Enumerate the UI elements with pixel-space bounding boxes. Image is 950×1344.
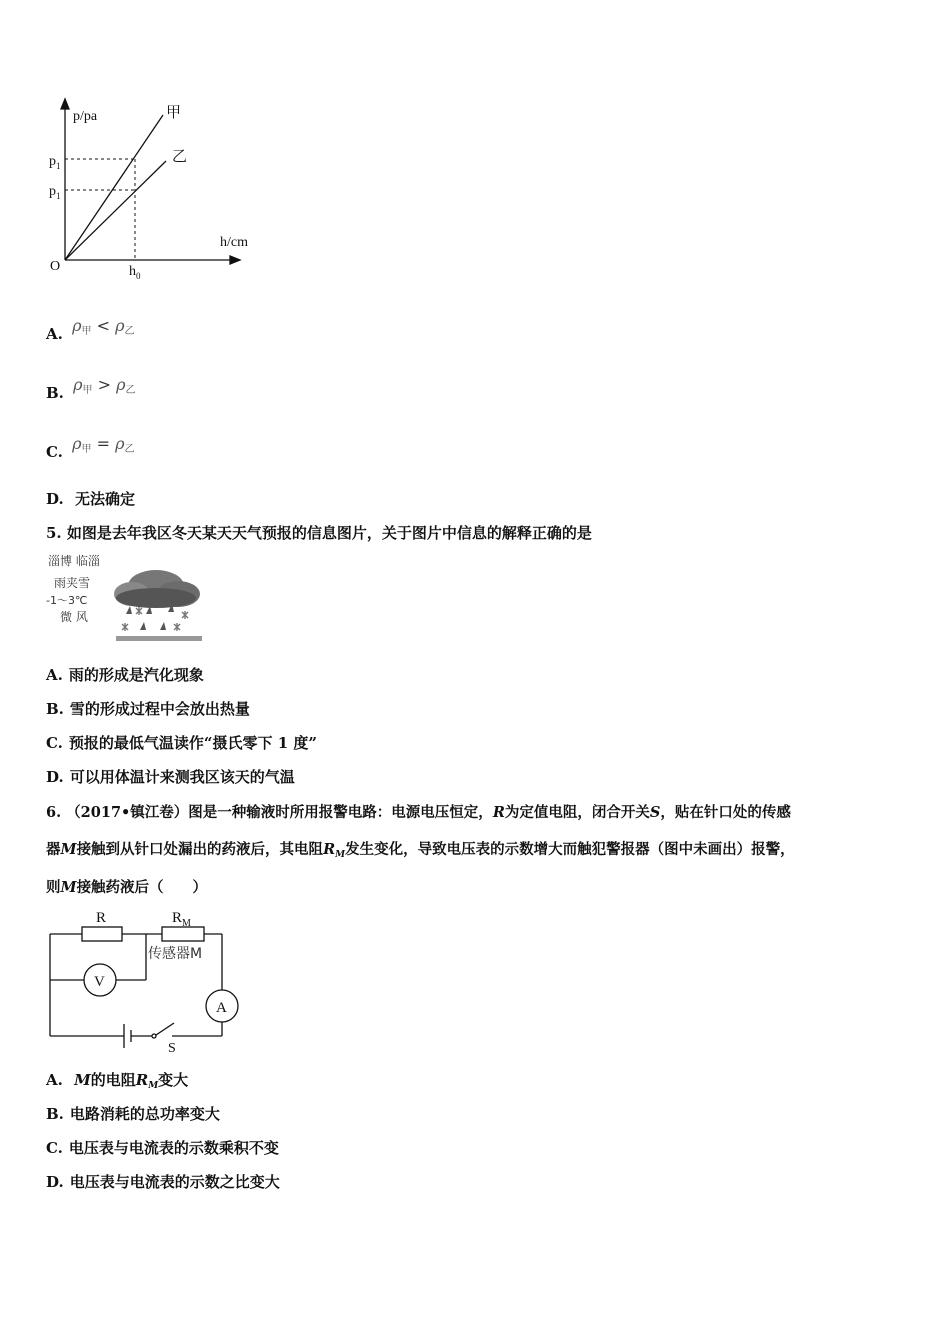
q4-option-c[interactable]: C. $\rho_甲 = \rho_乙$ bbox=[46, 434, 135, 461]
resistor-r bbox=[82, 927, 122, 941]
q6-stem-line3: 则M接触药液后（ ） bbox=[46, 879, 208, 896]
q5-option-d[interactable]: D. 可以用体温计来测我区该天的气温 bbox=[46, 768, 295, 786]
q4-option-b[interactable]: B. $\rho_甲 > \rho_乙$ bbox=[46, 375, 136, 402]
q6-stem-line1: 6. （2017•镇江卷）图是一种输液时所用报警电路：电源电压恒定，R为定值电阻，闭合开关S，贴在针口处的传感 bbox=[46, 804, 791, 821]
h0-label: $h_0$ bbox=[129, 264, 141, 281]
x-axis-arrow bbox=[230, 256, 240, 264]
q5-option-c[interactable]: C. 预报的最低气温读作“摄氏零下 1 度” bbox=[46, 734, 318, 752]
line-jia bbox=[65, 115, 163, 260]
sleet-cloud-icon bbox=[112, 568, 208, 644]
y-axis-label: p/pa bbox=[73, 109, 98, 124]
x-axis-label: h/cm bbox=[220, 235, 248, 250]
weather-temp: -1～3℃ bbox=[46, 594, 88, 607]
p1-top-label: $p_1$ bbox=[49, 154, 61, 171]
q6-option-a[interactable]: A. M的电阻$R_M$变大 bbox=[46, 1071, 189, 1091]
weather-wind: 微 风 bbox=[60, 610, 88, 624]
q6-option-b[interactable]: B. 电路消耗的总功率变大 bbox=[46, 1105, 220, 1123]
q6-stem-line2: 器M接触到从针口处漏出的药液后，其电阻$R_M$发生变化，导致电压表的示数增大而触犯警报器（图中未画出）报警， bbox=[46, 841, 795, 860]
q6-option-d[interactable]: D. 电压表与电流表的示数之比变大 bbox=[46, 1173, 280, 1191]
q5-stem: 5. 如图是去年我区冬天某天天气预报的信息图片，关于图片中信息的解释正确的是 bbox=[46, 524, 592, 542]
voltmeter-label: V bbox=[94, 974, 105, 990]
yi-label: 乙 bbox=[172, 147, 188, 165]
ammeter-label: A bbox=[216, 1000, 227, 1016]
r-label: R bbox=[96, 910, 107, 926]
pressure-depth-graph bbox=[40, 95, 270, 285]
origin-label: O bbox=[50, 259, 61, 274]
weather-location: 淄博 临淄 bbox=[48, 554, 100, 568]
p1-bottom-label: $p_1$ bbox=[49, 184, 61, 201]
switch-label: S bbox=[168, 1041, 176, 1056]
switch-s bbox=[156, 1023, 174, 1035]
q5-option-a[interactable]: A. 雨的形成是汽化现象 bbox=[46, 666, 204, 684]
rm-label: $R_M$ bbox=[172, 910, 191, 929]
sensor-label: 传感器M bbox=[148, 946, 203, 962]
jia-label: 甲 bbox=[166, 103, 182, 121]
q6-option-c[interactable]: C. 电压表与电流表的示数乘积不变 bbox=[46, 1139, 279, 1157]
q4-option-a[interactable]: A. $\rho_甲 < \rho_乙$ bbox=[46, 316, 135, 343]
q4-option-d[interactable]: D. 无法确定 bbox=[46, 490, 135, 508]
weather-condition: 雨夹雪 bbox=[54, 576, 91, 590]
alarm-circuit-diagram bbox=[44, 906, 244, 1056]
y-axis-arrow bbox=[61, 99, 69, 109]
weather-forecast-image bbox=[46, 550, 216, 645]
q5-option-b[interactable]: B. 雪的形成过程中会放出热量 bbox=[46, 700, 250, 718]
sensor-resistor-rm bbox=[162, 927, 204, 941]
line-yi bbox=[65, 161, 166, 260]
